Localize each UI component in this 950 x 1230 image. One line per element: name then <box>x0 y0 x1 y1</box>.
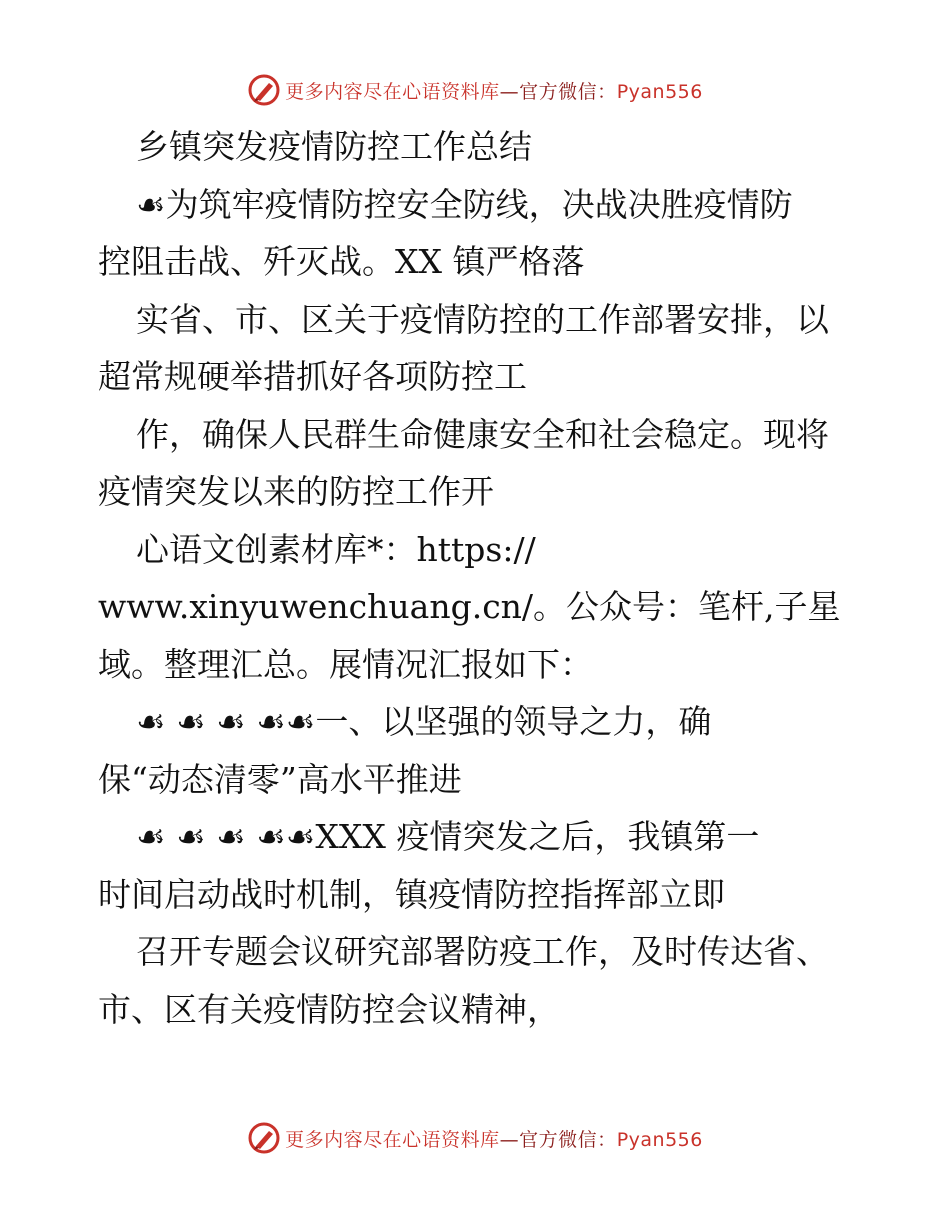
paragraph-line: 超常规硬举措抓好各项防控工 <box>98 357 527 396</box>
paragraph-line: 作，确保人民群生命健康安全和社会稳定。现将 <box>136 414 829 454</box>
paragraph-line: 疫情突发以来的防控工作开 <box>98 472 494 511</box>
floral-bullet-icon: ☙ ☙ ☙ ☙☙ <box>136 817 316 856</box>
paragraph-line: 实省、市、区关于疫情防控的工作部署安排，以 <box>136 299 829 339</box>
paragraph-line: www.xinyuwenchuang.cn/。公众号：笔杆,子星 <box>98 587 841 626</box>
document-title: 乡镇突发疫情防控工作总结 <box>136 127 532 166</box>
paragraph-line: ☙为筑牢疫情防控安全防线，决战决胜疫情防 <box>136 184 793 224</box>
paragraph-line: 心语文创素材库*：https:// <box>136 529 536 569</box>
watermark-banner-top <box>0 70 950 110</box>
pen-logo-icon <box>247 73 281 107</box>
section-heading-line: 保“动态清零”高水平推进 <box>98 759 462 799</box>
section-heading-line: ☙ ☙ ☙ ☙☙一、以坚强的领导之力，确 <box>136 702 712 741</box>
watermark-text: 更多内容尽在心语资料库—官方微信：Pyan556 <box>285 1128 703 1151</box>
paragraph-line: 市、区有关疫情防控会议精神， <box>98 989 560 1029</box>
paragraph-line: ☙ ☙ ☙ ☙☙XXX 疫情突发之后，我镇第一 <box>136 817 760 856</box>
floral-bullet-icon: ☙ <box>136 184 166 224</box>
floral-bullet-icon: ☙ ☙ ☙ ☙☙ <box>136 702 316 741</box>
document-body <box>98 118 858 1038</box>
paragraph-line: 时间启动战时机制，镇疫情防控指挥部立即 <box>98 874 725 914</box>
paragraph-line: 召开专题会议研究部署防疫工作，及时传达省、 <box>136 932 829 971</box>
pen-logo-icon <box>247 1121 281 1155</box>
paragraph-line: 域。整理汇总。展情况汇报如下： <box>98 644 593 684</box>
paragraph-line: 控阻击战、歼灭战。XX 镇严格落 <box>98 242 585 281</box>
watermark-banner-bottom <box>0 1118 950 1158</box>
watermark-text: 更多内容尽在心语资料库—官方微信：Pyan556 <box>285 80 703 103</box>
